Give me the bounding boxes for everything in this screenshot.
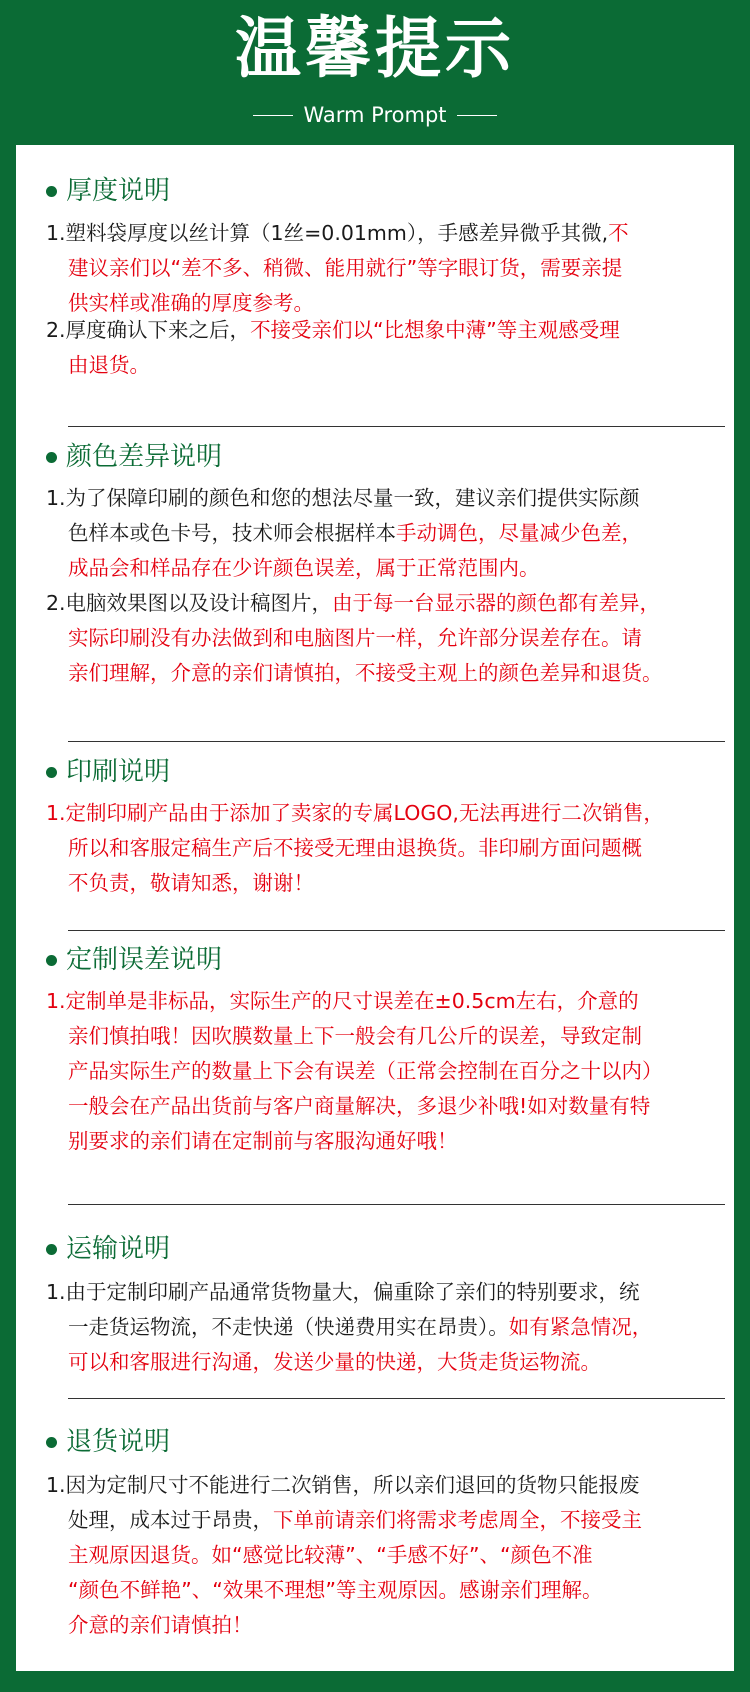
text-line xyxy=(46,586,734,621)
section-heading-returns xyxy=(46,1426,170,1458)
section-heading-shipping xyxy=(46,1233,170,1265)
text-line xyxy=(46,984,734,1019)
subtitle-row xyxy=(0,103,750,127)
text-line xyxy=(46,1345,734,1380)
text-line xyxy=(46,621,734,656)
page-subtitle: Warm Prompt xyxy=(303,103,447,127)
text-run-red: 可以和客服进行沟通，发送少量的快递，大货走货运物流。 xyxy=(68,1350,601,1374)
section-title: 颜色差异说明 xyxy=(66,442,223,472)
text-line xyxy=(46,1468,734,1503)
text-run-red: 介意的亲们请慎拍！ xyxy=(68,1613,253,1637)
text-line xyxy=(46,1089,734,1124)
text-line xyxy=(46,1275,734,1310)
header xyxy=(0,0,750,145)
text-run: 色样本或色卡号，技术师会根据样本 xyxy=(68,521,396,545)
text-line xyxy=(46,551,734,586)
text-run: 2.电脑效果图以及设计稿图片， xyxy=(46,591,333,615)
text-run-red: 不接受亲们以“比想象中薄”等主观感受理 xyxy=(250,318,620,342)
text-line xyxy=(46,481,734,516)
subtitle-left-rule xyxy=(253,115,293,116)
text-line xyxy=(46,1054,734,1089)
section-title: 印刷说明 xyxy=(66,757,171,787)
text-run-red: 所以和客服定稿生产后不接受无理由退换货。非印刷方面问题概 xyxy=(68,836,642,860)
section-item xyxy=(46,586,734,691)
text-run-red: 亲们理解，介意的亲们请慎拍，不接受主观上的颜色差异和退货。 xyxy=(68,661,663,685)
text-run-red: 1.定制单是非标品，实际生产的尺寸误差在±0.5cm左右，介意的 xyxy=(46,989,639,1013)
section-item xyxy=(46,984,734,1159)
text-line xyxy=(46,1573,734,1608)
text-line xyxy=(46,1538,734,1573)
text-run: 处理，成本过于昂贵， xyxy=(68,1508,273,1532)
page-title: 温馨提示 xyxy=(235,10,515,87)
text-run-red: 不负责，敬请知悉，谢谢！ xyxy=(68,871,314,895)
text-run-red: 一般会在产品出货前与客户商量解决，多退少补哦!如对数量有特 xyxy=(68,1094,651,1118)
text-run: 一走货运物流，不走快递（快递费用实在昂贵）。 xyxy=(68,1315,509,1339)
section-title: 退货说明 xyxy=(66,1427,171,1457)
section-item xyxy=(46,1468,734,1643)
text-line xyxy=(46,1608,734,1643)
text-line xyxy=(46,216,734,251)
section-item xyxy=(46,796,734,901)
bullet-dot-icon xyxy=(46,1437,57,1448)
section-title: 运输说明 xyxy=(66,1234,171,1264)
text-run-red: 产品实际生产的数量上下会有误差（正常会控制在百分之十以内） xyxy=(68,1059,663,1083)
section-item xyxy=(46,216,734,321)
text-run-red: 由于每一台显示器的颜色都有差异， xyxy=(332,591,661,615)
text-line xyxy=(46,1124,734,1159)
text-run-red: 实际印刷没有办法做到和电脑图片一样，允许部分误差存在。请 xyxy=(68,626,642,650)
section-heading-custom-error xyxy=(46,944,222,976)
text-line xyxy=(46,251,734,286)
text-line xyxy=(46,656,734,691)
section-divider xyxy=(68,1204,725,1205)
bullet-dot-icon xyxy=(46,452,57,463)
text-run: 1.塑料袋厚度以丝计算（1丝=0.01mm），手感差异微乎其微, xyxy=(46,221,609,245)
text-run-red: 手动调色，尽量减少色差， xyxy=(396,521,642,545)
section-item xyxy=(46,313,734,383)
section-item xyxy=(46,1275,734,1380)
bullet-dot-icon xyxy=(46,955,57,966)
text-line xyxy=(46,1310,734,1345)
text-run-red: 1.定制印刷产品由于添加了卖家的专属LOGO,无法再进行二次销售， xyxy=(46,801,664,825)
text-run-red: 别要求的亲们请在定制前与客服沟通好哦！ xyxy=(68,1129,458,1153)
text-line xyxy=(46,831,734,866)
text-run: 1.为了保障印刷的颜色和您的想法尽量一致，建议亲们提供实际颜 xyxy=(46,486,640,510)
section-heading-thickness xyxy=(46,175,170,207)
text-line xyxy=(46,348,734,383)
text-run-red: 下单前请亲们将需求考虑周全，不接受主 xyxy=(273,1508,642,1532)
section-divider xyxy=(68,426,725,427)
section-item xyxy=(46,481,734,586)
section-heading-color xyxy=(46,441,222,473)
text-run: 1.因为定制尺寸不能进行二次销售，所以亲们退回的货物只能报废 xyxy=(46,1473,640,1497)
bullet-dot-icon xyxy=(46,767,57,778)
text-run-red: 不 xyxy=(608,221,629,245)
text-run-red: 建议亲们以“差不多、稍微、能用就行”等字眼订货，需要亲提 xyxy=(68,256,623,280)
text-line xyxy=(46,796,734,831)
bullet-dot-icon xyxy=(46,1244,57,1255)
bullet-dot-icon xyxy=(46,186,57,197)
text-run: 2.厚度确认下来之后， xyxy=(46,318,251,342)
section-divider xyxy=(68,1398,725,1399)
text-run-red: 主观原因退货。如“感觉比较薄”、“手感不好”、“颜色不准 xyxy=(68,1543,593,1567)
text-line xyxy=(46,1019,734,1054)
text-run-red: 亲们慎拍哦！因吹膜数量上下一般会有几公斤的误差，导致定制 xyxy=(68,1024,642,1048)
text-line xyxy=(46,516,734,551)
subtitle-right-rule xyxy=(457,115,497,116)
text-run-red: 供实样或准确的厚度参考。 xyxy=(68,291,314,315)
text-run-red: “颜色不鲜艳”、“效果不理想”等主观原因。感谢亲们理解。 xyxy=(68,1578,603,1602)
section-divider xyxy=(68,741,725,742)
section-heading-printing xyxy=(46,756,170,788)
text-run: 1.由于定制印刷产品通常货物量大，偏重除了亲们的特别要求，统 xyxy=(46,1280,640,1304)
text-run-red: 由退货。 xyxy=(68,353,150,377)
section-title: 厚度说明 xyxy=(66,176,171,206)
text-line xyxy=(46,313,734,348)
section-title: 定制误差说明 xyxy=(66,945,223,975)
text-run-red: 成品会和样品存在少许颜色误差，属于正常范围内。 xyxy=(68,556,540,580)
content-panel xyxy=(16,145,734,1671)
section-divider xyxy=(68,930,725,931)
text-line xyxy=(46,1503,734,1538)
text-line xyxy=(46,866,734,901)
text-run-red: 如有紧急情况， xyxy=(508,1315,653,1339)
